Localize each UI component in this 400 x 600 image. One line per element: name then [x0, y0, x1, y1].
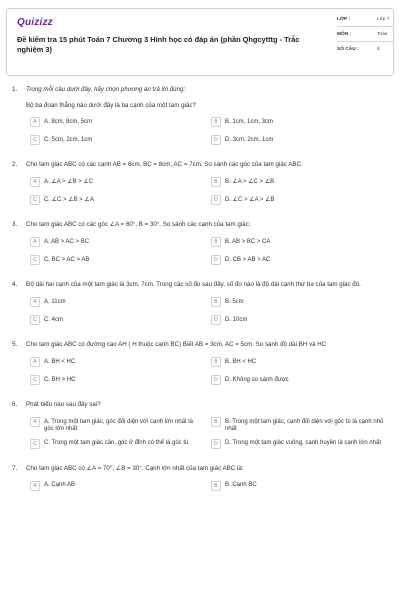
question-7 [6, 465, 394, 493]
answer-key-box[interactable]: A [30, 481, 40, 491]
answer-key-box[interactable]: D [211, 135, 221, 145]
answer-key-box[interactable]: A [30, 357, 40, 367]
answer-option-a[interactable] [30, 481, 211, 493]
answer-text: C. Trong một tam giác cân, góc ở đỉnh có thể là góc tù [44, 440, 189, 446]
answer-text: A. 8cm, 8cm, 5cm [44, 118, 93, 125]
answer-key-box[interactable]: C [30, 375, 40, 385]
answer-key-box[interactable]: B [211, 117, 221, 127]
answer-option-c[interactable] [30, 375, 211, 387]
answer-text: D. 3cm, 2cm, 1cm [225, 136, 274, 143]
answer-key-box[interactable]: B [211, 417, 221, 427]
answer-option-c[interactable] [30, 439, 211, 451]
question-2 [6, 161, 394, 207]
answer-text: B. 5cm [225, 298, 244, 305]
answer-text: C. 4cm [44, 316, 64, 323]
answer-option-b[interactable] [211, 481, 392, 493]
answer-option-a[interactable] [30, 357, 211, 369]
answer-option-c[interactable] [30, 195, 211, 207]
answer-option-c[interactable] [30, 255, 211, 267]
question-4 [6, 281, 394, 327]
question-text: Cho tam giác ABC có các góc ∠A = 60°, B = 30°. So sánh các cạnh của tam giác: [26, 221, 251, 228]
answer-option-b[interactable] [211, 177, 392, 189]
question-6 [6, 401, 394, 451]
answer-text: B. ∠A > ∠C > ∠B [225, 178, 275, 185]
meta-value: Toán [377, 32, 388, 37]
answer-options [30, 297, 392, 327]
answer-key-box[interactable]: D [211, 195, 221, 205]
question-number: 3. [12, 221, 18, 228]
answer-option-b[interactable] [211, 237, 392, 249]
answer-option-d[interactable] [211, 255, 392, 267]
question-text: Phát biểu nào sau đây sai? [26, 401, 101, 408]
worksheet-meta [337, 15, 393, 59]
question-text: Độ dài hai cạnh của một tam giác là 3cm, 7cm. Trong các số đo sau đây, số đo nào là độ dài cạnh thứ ba của tam giác đó. [26, 281, 361, 288]
answer-text: A. ∠A > ∠B > ∠C [44, 178, 94, 185]
answer-options [30, 481, 392, 493]
meta-label: LỚP : [337, 17, 351, 22]
meta-row [337, 15, 393, 27]
meta-row [337, 30, 393, 42]
question-list [6, 86, 394, 493]
question-header [6, 401, 394, 409]
question-text: Trong mỗi câu dưới đây, hãy chọn phương án trả lời đúng: [26, 86, 186, 93]
question-header [6, 281, 394, 289]
answer-option-b[interactable] [211, 417, 392, 433]
question-text: Cho tam giác ABC có ∠A = 70°, ∠B = 30°. Cạnh lớn nhất của tam giác ABC là: [26, 464, 244, 472]
answer-option-d[interactable] [211, 195, 392, 207]
question-header [6, 86, 394, 94]
answer-key-box[interactable]: A [30, 117, 40, 127]
answer-text: C. 5cm, 2cm, 1cm [44, 136, 93, 143]
meta-value: Lớp 7 [377, 17, 390, 22]
answer-key-box[interactable]: B [211, 357, 221, 367]
answer-key-box[interactable]: A [30, 237, 40, 247]
question-number: 2. [12, 161, 18, 168]
answer-key-box[interactable]: D [211, 315, 221, 325]
answer-option-c[interactable] [30, 315, 211, 327]
answer-key-box[interactable]: A [30, 177, 40, 187]
answer-key-box[interactable]: D [211, 375, 221, 385]
answer-text: A. Trong một tam giác, góc đối diện với cạnh lớn nhất là góc lớn nhất [44, 418, 193, 432]
answer-options [30, 177, 392, 207]
answer-options [30, 357, 392, 387]
answer-option-d[interactable] [211, 439, 392, 451]
answer-text: D. ∠C > ∠A > ∠B [225, 196, 275, 203]
question-header [6, 341, 394, 349]
answer-key-box[interactable]: D [211, 255, 221, 265]
worksheet-title: Đề kiểm tra 15 phút Toán 7 Chương 3 Hình học có đáp án (phần Qhgcytttg - Trắc nghiệm 3) [17, 35, 300, 54]
answer-option-b[interactable] [211, 297, 392, 309]
question-header [6, 465, 394, 473]
question-1 [6, 86, 394, 147]
question-header [6, 161, 394, 169]
answer-option-d[interactable] [211, 375, 392, 387]
answer-text: C. ∠C > ∠B > ∠A [44, 196, 94, 203]
meta-value: 8 [377, 47, 380, 52]
answer-text: B. BH < HC [225, 358, 257, 365]
answer-key-box[interactable]: A [30, 417, 40, 427]
question-number: 4. [12, 281, 18, 288]
question-text: Cho tam giác ABC có các cạnh AB = 6cm, BC = 8cm, AC = 7cm. So sánh các góc của tam giác ABC. [26, 161, 303, 168]
answer-option-b[interactable] [211, 117, 392, 129]
question-header [6, 221, 394, 229]
answer-text: D. Không so sánh được [225, 376, 289, 383]
answer-option-c[interactable] [30, 135, 211, 147]
answer-text: A. AB > AC > BC [44, 238, 90, 245]
answer-key-box[interactable]: C [30, 255, 40, 265]
answer-key-box[interactable]: B [211, 481, 221, 491]
question-5 [6, 341, 394, 387]
answer-text: A. BH < HC [44, 358, 76, 365]
answer-key-box[interactable]: D [211, 439, 221, 449]
answer-text: D. Trong một tam giác vuông, cạnh huyền là cạnh lớn nhất [225, 440, 382, 446]
answer-option-a[interactable] [30, 177, 211, 189]
question-subtext: Bộ ba đoạn thẳng nào dưới đây là ba cạnh của một tam giác? [26, 102, 196, 109]
answer-option-a[interactable] [30, 417, 211, 433]
question-number: 6. [12, 401, 18, 408]
answer-options [30, 237, 392, 267]
answer-key-box[interactable]: C [30, 315, 40, 325]
answer-text: C. BC > AC > AB [44, 256, 90, 263]
answer-option-d[interactable] [211, 135, 392, 147]
answer-key-box[interactable]: C [30, 195, 40, 205]
answer-option-d[interactable] [211, 315, 392, 327]
answer-text: A. 11cm [44, 298, 66, 305]
meta-label: SỐ CÂU : [337, 47, 359, 52]
answer-option-a[interactable] [30, 117, 211, 129]
answer-options [30, 117, 392, 147]
answer-options [30, 417, 392, 451]
answer-option-a[interactable] [30, 237, 211, 249]
answer-option-a[interactable] [30, 297, 211, 309]
answer-key-box[interactable]: B [211, 177, 221, 187]
question-number: 5. [12, 341, 18, 348]
answer-key-box[interactable]: A [30, 297, 40, 307]
answer-key-box[interactable]: C [30, 135, 40, 145]
answer-text: B. Trong một tam giác, cạnh đối diện với góc tù là cạnh nhỏ nhất [225, 418, 384, 432]
meta-label: MÔN : [337, 32, 352, 37]
answer-text: B. Cạnh BC [225, 482, 257, 488]
question-number: 7. [12, 464, 18, 472]
answer-text: A. Cạnh AB [44, 482, 76, 488]
question-3 [6, 221, 394, 267]
answer-text: B. AB > BC > CA [225, 238, 271, 245]
answer-key-box[interactable]: B [211, 297, 221, 307]
meta-row [337, 45, 393, 56]
quizizz-logo: Quizizz [17, 17, 53, 28]
answer-text: D. 10cm [225, 316, 248, 323]
answer-key-box[interactable]: C [30, 439, 40, 449]
question-number: 1. [12, 86, 18, 93]
answer-option-b[interactable] [211, 357, 392, 369]
answer-text: C. BH > HC [44, 376, 76, 383]
worksheet-header [6, 8, 394, 76]
question-text: Cho tam giác ABC có đường cao AH ( H thuộc cạnh BC) Biết AB = 3cm, AC = 5cm. So sánh độ dài BH và HC [26, 341, 327, 348]
answer-text: B. 1cm, 1cm, 3cm [225, 118, 274, 125]
answer-key-box[interactable]: B [211, 237, 221, 247]
answer-text: D. CB > AB > AC [225, 256, 271, 263]
